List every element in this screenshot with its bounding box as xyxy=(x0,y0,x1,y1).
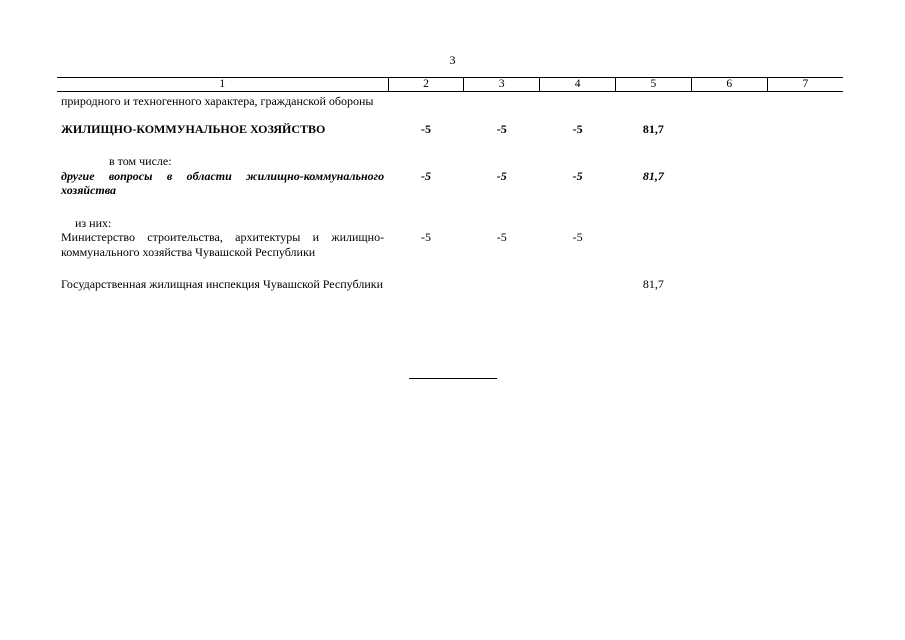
cell xyxy=(691,198,767,231)
table-row xyxy=(57,136,843,169)
row-desc-continuation: природного и техногенного характера, гражданской обороны xyxy=(61,94,374,108)
cell-col-4: -5 xyxy=(572,121,583,136)
cell-col-6 xyxy=(691,230,767,259)
header-col-3: 3 xyxy=(464,78,540,92)
cell xyxy=(767,92,843,109)
end-divider xyxy=(409,378,497,379)
cell xyxy=(464,136,540,169)
cell xyxy=(691,136,767,169)
header-col-2: 2 xyxy=(388,78,464,92)
header-row xyxy=(57,78,843,92)
cell xyxy=(388,92,464,109)
cell-col-2: -5 xyxy=(420,230,431,244)
cell xyxy=(540,136,616,169)
table-row xyxy=(57,109,843,137)
cell-col-7 xyxy=(767,109,843,137)
header-col-6: 6 xyxy=(691,78,767,92)
header-col-7: 7 xyxy=(767,78,843,92)
header-col-1: 1 xyxy=(57,78,388,92)
budget-table-container xyxy=(57,77,843,292)
cell-col-7 xyxy=(767,169,843,198)
header-col-5: 5 xyxy=(616,78,692,92)
cell-col-3: -5 xyxy=(496,230,507,244)
cell xyxy=(540,92,616,109)
cell xyxy=(767,136,843,169)
table-row xyxy=(57,259,843,292)
cell-col-5 xyxy=(616,230,692,259)
cell-col-4: -5 xyxy=(572,230,583,244)
cell xyxy=(388,198,464,231)
of-which-label: из них: xyxy=(75,215,112,230)
cell-col-3: -5 xyxy=(496,121,507,136)
cell-col-5: 81,7 xyxy=(642,277,664,291)
cell xyxy=(464,92,540,109)
cell-col-4 xyxy=(540,259,616,292)
table-row xyxy=(57,169,843,198)
cell-col-6 xyxy=(691,169,767,198)
inspection-name: Государственная жилищная инспекция Чувашской Республики xyxy=(61,277,383,291)
cell-col-6 xyxy=(691,259,767,292)
cell xyxy=(464,198,540,231)
table-row xyxy=(57,230,843,259)
cell-col-5: 81,7 xyxy=(642,168,664,183)
table-row xyxy=(57,92,843,109)
cell xyxy=(388,136,464,169)
cell-col-7 xyxy=(767,259,843,292)
cell xyxy=(540,198,616,231)
subsection-heading: другие вопросы в области жилищно-коммунального хозяйства xyxy=(61,168,385,197)
header-col-4: 4 xyxy=(540,78,616,92)
cell xyxy=(616,136,692,169)
cell-col-7 xyxy=(767,230,843,259)
cell xyxy=(616,92,692,109)
cell-col-2: -5 xyxy=(420,168,431,183)
budget-table xyxy=(57,77,843,292)
cell-col-2: -5 xyxy=(420,121,431,136)
table-row xyxy=(57,198,843,231)
cell-col-4: -5 xyxy=(572,168,583,183)
cell-col-5: 81,7 xyxy=(642,121,664,136)
cell-col-3: -5 xyxy=(496,168,507,183)
ministry-name: Министерство строительства, архитектуры и жилищно-коммунального хозяйства Чувашской Республики xyxy=(61,230,385,259)
page-number: 3 xyxy=(449,53,456,67)
including-label: в том числе: xyxy=(109,154,172,168)
cell xyxy=(616,198,692,231)
section-heading: ЖИЛИЩНО-КОММУНАЛЬНОЕ ХОЗЯЙСТВО xyxy=(61,121,326,136)
cell xyxy=(767,198,843,231)
cell xyxy=(691,92,767,109)
cell-col-3 xyxy=(464,259,540,292)
cell-col-2 xyxy=(388,259,464,292)
cell-col-6 xyxy=(691,109,767,137)
